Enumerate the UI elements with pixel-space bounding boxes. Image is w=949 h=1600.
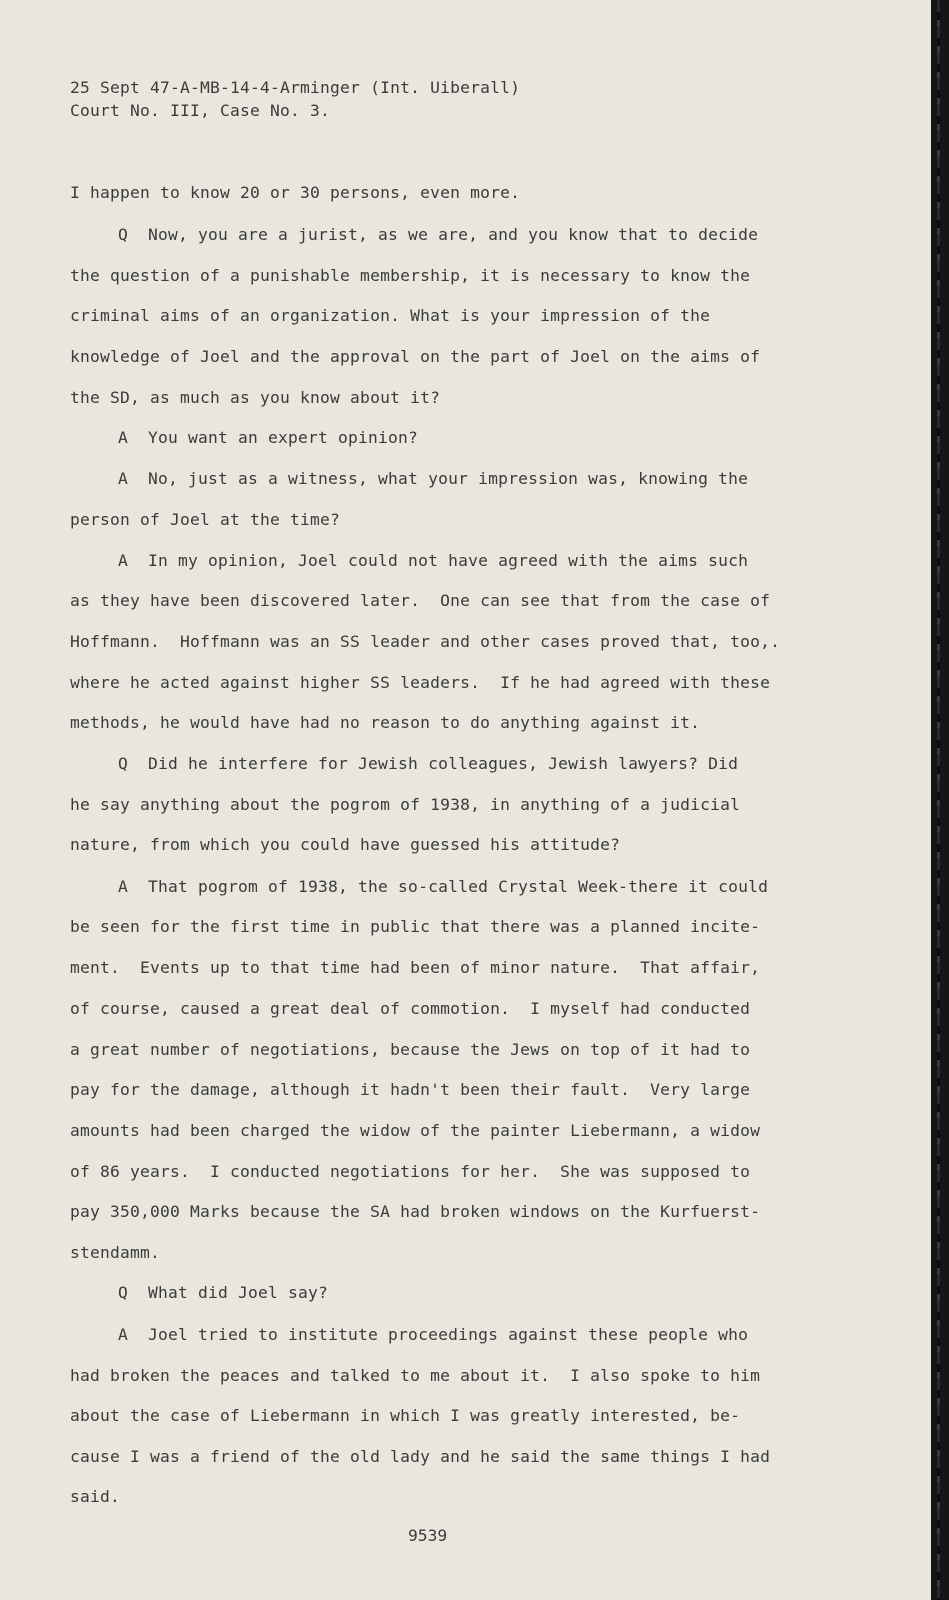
body-line: he say anything about the pogrom of 1938, in anything of a judicial xyxy=(70,795,741,814)
body-line: I happen to know 20 or 30 persons, even more. xyxy=(70,183,521,202)
body-line: Q Did he interfere for Jewish colleagues, Jewish lawyers? Did xyxy=(118,754,739,773)
body-line: A That pogrom of 1938, the so-called Crystal Week-there it could xyxy=(118,877,769,896)
body-line: Q What did Joel say? xyxy=(118,1283,329,1302)
header-line-2: Court No. III, Case No. 3. xyxy=(70,101,331,120)
body-line: person of Joel at the time? xyxy=(70,510,341,529)
page-binding-edge xyxy=(931,0,949,1600)
body-line: methods, he would have had no reason to do anything against it. xyxy=(70,713,701,732)
body-line: A You want an expert opinion? xyxy=(118,428,419,447)
body-line: stendamm. xyxy=(70,1243,161,1262)
body-line: the SD, as much as you know about it? xyxy=(70,388,441,407)
body-line: A No, just as a witness, what your impression was, knowing the xyxy=(118,469,749,488)
body-line: Hoffmann. Hoffmann was an SS leader and other cases proved that, too,. xyxy=(70,632,781,651)
body-line: as they have been discovered later. One can see that from the case of xyxy=(70,591,771,610)
body-line: cause I was a friend of the old lady and he said the same things I had xyxy=(70,1447,771,1466)
body-line: a great number of negotiations, because the Jews on top of it had to xyxy=(70,1040,751,1059)
body-line: pay 350,000 Marks because the SA had broken windows on the Kurfuerst- xyxy=(70,1202,761,1221)
body-line: be seen for the first time in public that there was a planned incite- xyxy=(70,917,761,936)
body-line: said. xyxy=(70,1487,121,1506)
body-line: Q Now, you are a jurist, as we are, and you know that to decide xyxy=(118,225,759,244)
body-line: pay for the damage, although it hadn't been their fault. Very large xyxy=(70,1080,751,1099)
header-line-1: 25 Sept 47-A-MB-14-4-Arminger (Int. Uiberall) xyxy=(70,78,521,97)
body-line: nature, from which you could have guessed his attitude? xyxy=(70,835,621,854)
body-line: knowledge of Joel and the approval on the part of Joel on the aims of xyxy=(70,347,761,366)
body-line: about the case of Liebermann in which I was greatly interested, be- xyxy=(70,1406,741,1425)
body-line: amounts had been charged the widow of the painter Liebermann, a widow xyxy=(70,1121,761,1140)
body-line: of course, caused a great deal of commotion. I myself had conducted xyxy=(70,999,751,1018)
body-line: A In my opinion, Joel could not have agreed with the aims such xyxy=(118,551,749,570)
body-line: had broken the peaces and talked to me about it. I also spoke to him xyxy=(70,1366,761,1385)
body-line: A Joel tried to institute proceedings against these people who xyxy=(118,1325,749,1344)
body-line: of 86 years. I conducted negotiations for her. She was supposed to xyxy=(70,1162,751,1181)
body-line: the question of a punishable membership, it is necessary to know the xyxy=(70,266,751,285)
body-line: criminal aims of an organization. What is your impression of the xyxy=(70,306,711,325)
body-line: ment. Events up to that time had been of minor nature. That affair, xyxy=(70,958,761,977)
page-number: 9539 xyxy=(408,1526,448,1545)
body-line: where he acted against higher SS leaders. If he had agreed with these xyxy=(70,673,771,692)
